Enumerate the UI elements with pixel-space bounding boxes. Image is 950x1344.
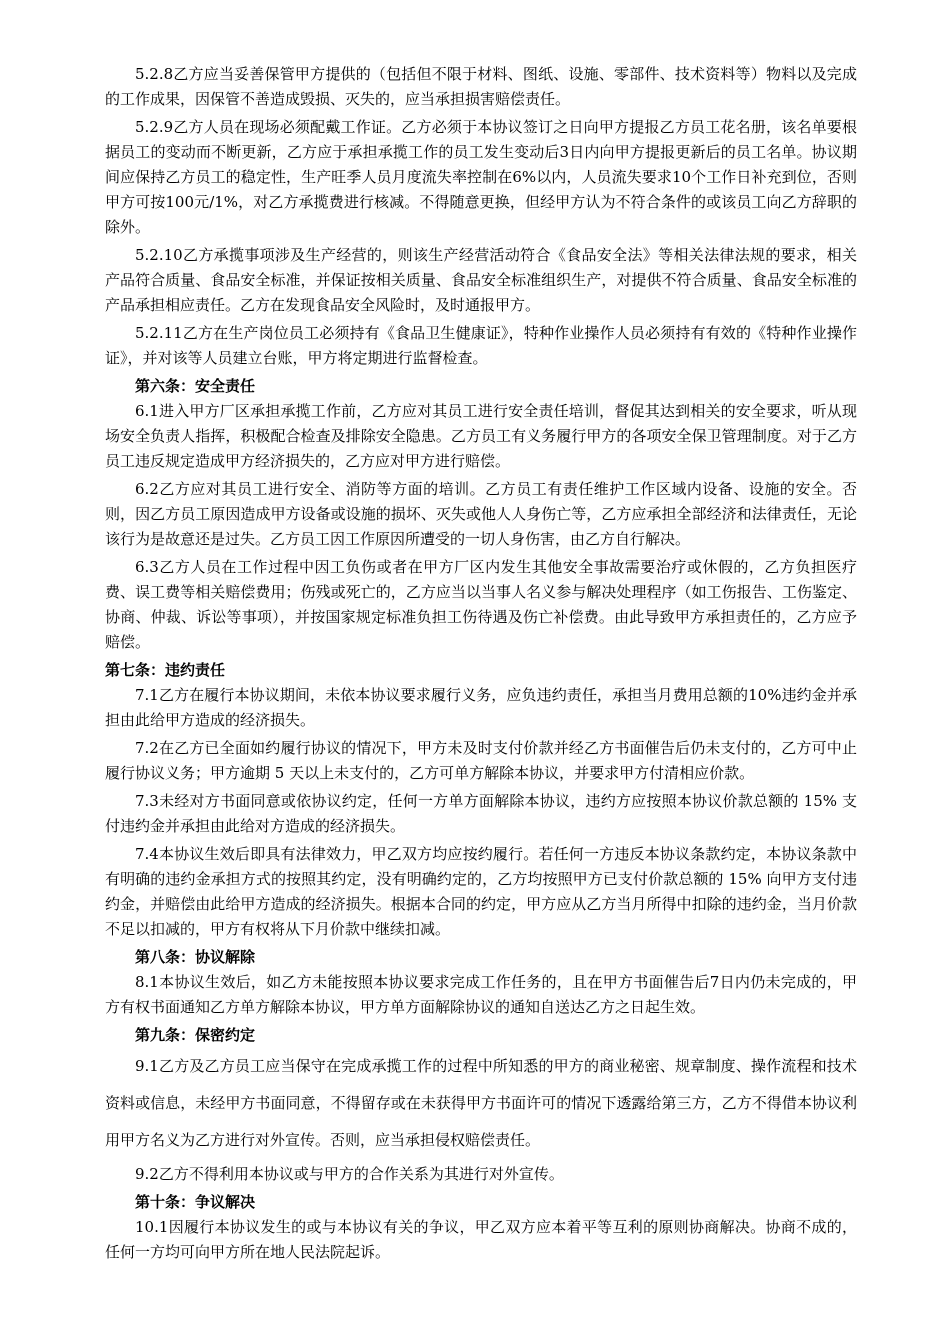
article-6-heading: 第六条：安全责任 [135,377,256,395]
clause-7-3: 7.3未经对方书面同意或依协议约定，任何一方单方面解除本协议，违约方应按照本协议价款总额的 15% 支付违约金并承担由此给对方造成的经济损失。 [105,792,857,835]
clause-9-2: 9.2乙方不得利用本协议或与甲方的合作关系为其进行对外宣传。 [135,1165,564,1183]
clause-6-3: 6.3乙方人员在工作过程中因工负伤或者在甲方厂区内发生其他安全事故需要治疗或休假的，乙方负担医疗费、误工费等相关赔偿费用；伤残或死亡的，乙方应当以当事人名义参与解决处理程序（如工伤报告、工伤鉴定、协商、仲裁、诉讼等事项），并按国家规定标准负担工伤待遇及伤亡补偿费。由此导致甲方承担责任的，乙方应予赔偿。 [105,558,857,651]
article-7-heading: 第七条：违约责任 [105,661,226,679]
clause-7-2: 7.2在乙方已全面如约履行协议的情况下，甲方未及时支付价款并经乙方书面催告后仍未支付的，乙方可中止履行协议义务；甲方逾期 5 天以上未支付的，乙方可单方解除本协议，并要求甲方付清相应价款。 [105,739,857,782]
clause-5-2-10: 5.2.10乙方承揽事项涉及生产经营的，则该生产经营活动符合《食品安全法》等相关法律法规的要求，相关产品符合质量、食品安全标准，并保证按相关质量、食品安全标准组织生产，对提供不符合质量、食品安全标准的产品承担相应责任。乙方在发现食品安全风险时，及时通报甲方。 [105,246,857,314]
clause-10-1: 10.1因履行本协议发生的或与本协议有关的争议，甲乙双方应本着平等互利的原则协商解决。协商不成的，任何一方均可向甲方所在地人民法院起诉。 [105,1218,857,1261]
clause-5-2-8: 5.2.8乙方应当妥善保管甲方提供的（包括但不限于材料、图纸、设施、零部件、技术资料等）物料以及完成的工作成果，因保管不善造成毁损、灭失的，应当承担损害赔偿责任。 [105,65,857,108]
clause-6-2: 6.2乙方应对其员工进行安全、消防等方面的培训。乙方员工有责任维护工作区域内设备、设施的安全。否则，因乙方员工原因造成甲方设备或设施的损坏、灭失或他人人身伤亡等，乙方应承担全部经济和法律责任，无论该行为是故意还是过失。乙方员工因工作原因所遭受的一切人身伤害，由乙方自行解决。 [105,480,857,548]
article-8-heading: 第八条：协议解除 [135,948,256,966]
clause-7-4: 7.4本协议生效后即具有法律效力，甲乙双方均应按约履行。若任何一方违反本协议条款约定，本协议条款中有明确的违约金承担方式的按照其约定，没有明确约定的，乙方均按照甲方已支付价款总额的 15% 向甲方支付违约金，并赔偿由此给甲方造成的经济损失。根据本合同的约定，甲方应从乙方当月所得中扣除的违约金，当月价款不足以扣减的，甲方有权将从下月价款中继续扣减。 [105,845,857,938]
document-page [105,62,857,1268]
clause-9-1: 9.1乙方及乙方员工应当保守在完成承揽工作的过程中所知悉的甲方的商业秘密、规章制度、操作流程和技术资料或信息，未经甲方书面同意，不得留存或在未获得甲方书面许可的情况下透露给第三方，乙方不得借本协议利用甲方名义为乙方进行对外宣传。否则，应当承担侵权赔偿责任。 [105,1057,857,1149]
article-10-heading: 第十条：争议解决 [135,1193,256,1211]
clause-5-2-11: 5.2.11乙方在生产岗位员工必须持有《食品卫生健康证》，特种作业操作人员必须持有有效的《特种作业操作证》，并对该等人员建立台账，甲方将定期进行监督检查。 [105,324,857,367]
clause-5-2-9: 5.2.9乙方人员在现场必须配戴工作证。乙方必须于本协议签订之日向甲方提报乙方员工花名册，该名单要根据员工的变动而不断更新，乙方应于承担承揽工作的员工发生变动后3日内向甲方提报更新后的员工名单。协议期间应保持乙方员工的稳定性，生产旺季人员月度流失率控制在6%以内，人员流失要求10个工作日补充到位，否则甲方可按100元/1%，对乙方承揽费进行核减。不得随意更换，但经甲方认为不符合条件的或该员工向乙方辞职的除外。 [105,118,857,236]
clause-6-1: 6.1进入甲方厂区承担承揽工作前，乙方应对其员工进行安全责任培训，督促其达到相关的安全要求，听从现场安全负责人指挥，积极配合检查及排除安全隐患。乙方员工有义务履行甲方的各项安全保卫管理制度。对于乙方员工违反规定造成甲方经济损失的，乙方应对甲方进行赔偿。 [105,402,857,470]
clause-7-1: 7.1乙方在履行本协议期间，未依本协议要求履行义务，应负违约责任，承担当月费用总额的10%违约金并承担由此给甲方造成的经济损失。 [105,686,857,729]
clause-8-1: 8.1本协议生效后，如乙方未能按照本协议要求完成工作任务的，且在甲方书面催告后7日内仍未完成的，甲方有权书面通知乙方单方解除本协议，甲方单方面解除协议的通知自送达乙方之日起生效。 [105,973,857,1016]
article-9-heading: 第九条：保密约定 [135,1026,256,1044]
